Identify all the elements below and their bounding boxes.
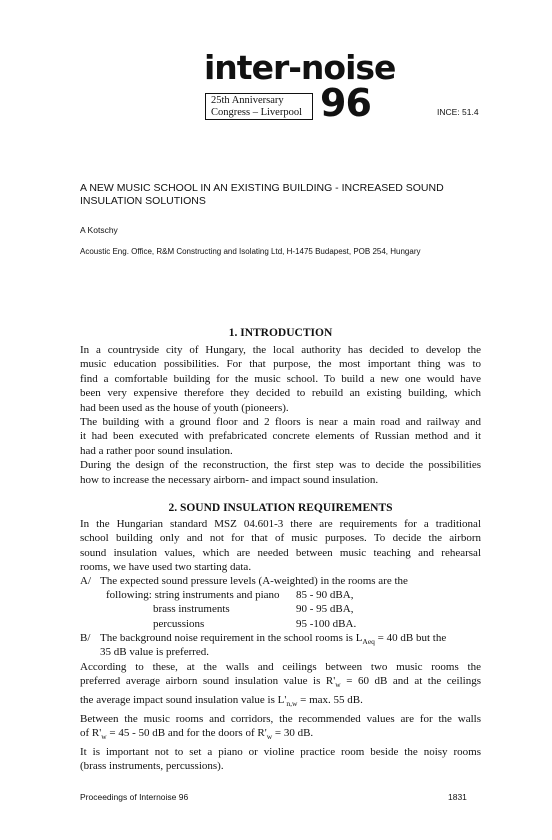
text-run: of R' — [80, 727, 102, 739]
paragraph — [80, 660, 481, 773]
level-name: brass instruments — [153, 603, 230, 615]
subscript: w — [335, 680, 341, 690]
text-line: it had been executed with prefabricated concrete elements of Russian method and it — [80, 430, 481, 443]
text-line: In a countryside city of Hungary, the local authority has decided to develop the — [80, 344, 481, 356]
footer-proceedings: Proceedings of Internoise 96 — [80, 792, 189, 802]
text-run: = max. 55 dB. — [297, 694, 363, 706]
logo-wordmark: inter-noise — [204, 48, 396, 87]
paragraph — [80, 343, 481, 487]
text-line: had a rather poor sound insulation. — [80, 444, 233, 457]
text-line: been very expensive therefore they decided to rebuild an existing building, which — [80, 387, 481, 400]
subscript: Aeq — [362, 637, 375, 647]
list-item-text: The expected sound pressure levels (A-weighted) in the rooms are the — [100, 575, 408, 587]
text-run: = 40 dB but the — [374, 632, 447, 644]
level-name: percussions — [153, 618, 205, 630]
page-number: 1831 — [448, 792, 467, 802]
text-run: preferred average airborn sound insulation value is R' — [80, 675, 336, 688]
author: A Kotschy — [80, 225, 118, 235]
text-line: According to these, at the walls and ceilings between two music rooms the — [80, 661, 481, 673]
text-line: school building only and not for that of music purposes. To decide the airborn — [80, 532, 481, 545]
text-run: The background noise requirement in the school rooms is L — [100, 632, 363, 644]
subscript: n,w — [286, 699, 298, 709]
level-value: 95 -100 dBA. — [296, 618, 357, 630]
list-marker: A/ — [80, 575, 91, 587]
logo-box-line1: 25th Anniversary — [211, 95, 284, 106]
text-line: It is important not to set a piano or violine practice room beside the noisy rooms — [80, 745, 481, 758]
logo-year: 96 — [320, 81, 371, 125]
level-value: 90 - 95 dBA, — [296, 603, 354, 615]
paper-title — [80, 182, 480, 208]
text-run: = 45 - 50 dB and for the doors of R' — [106, 727, 267, 739]
section-heading: 2. SOUND INSULATION REQUIREMENTS — [168, 502, 393, 514]
logo-box-line2: Congress – Liverpool — [211, 107, 302, 118]
title-line: INSULATION SOLUTIONS — [80, 195, 206, 207]
text-line: The building with a ground floor and 2 floors is near a main road and railway and — [80, 416, 481, 429]
list-item-text: following: string instruments and piano — [106, 589, 280, 601]
section-heading: 1. INTRODUCTION — [228, 327, 333, 339]
title-line: A NEW MUSIC SCHOOL IN AN EXISTING BUILDING - INCREASED SOUND — [80, 182, 444, 194]
text-line: During the design of the reconstruction, the first step was to decide the possibilities — [80, 459, 481, 472]
logo-anniversary-box — [205, 93, 313, 120]
text-line: music education possibilities. For that purpose, the most important thing was to — [80, 358, 481, 371]
text-line: sound insulation values, which are needed between music teaching and rehearsal — [80, 546, 481, 559]
list-marker: B/ — [80, 632, 91, 644]
text-line: had been used as the house of youth (pioneers). — [80, 401, 289, 414]
paragraph — [80, 517, 481, 575]
list-item-text: 35 dB value is preferred. — [100, 646, 210, 658]
text-line: find a comfortable building for the music school. To build a new one would have — [80, 372, 481, 385]
ince-code: INCE: 51.4 — [437, 107, 479, 117]
text-line: In the Hungarian standard MSZ 04.601-3 there are requirements for a traditional — [80, 518, 481, 530]
level-value: 85 - 90 dBA, — [296, 589, 354, 601]
affiliation: Acoustic Eng. Office, R&M Constructing and Isolating Ltd, H-1475 Budapest, POB 254, Hungary — [80, 247, 421, 256]
text-line: Between the music rooms and corridors, the recommended values are for the walls — [80, 712, 481, 725]
text-line — [80, 693, 481, 712]
subscript: w — [101, 732, 107, 742]
text-line: how to increase the necessary airborn- and impact sound insulation. — [80, 473, 379, 486]
text-line — [80, 726, 481, 745]
text-run: = 60 dB and at the ceilings — [340, 675, 481, 688]
text-run: the average impact sound insulation value is L' — [80, 694, 287, 706]
text-line: (brass instruments, percussions). — [80, 760, 224, 772]
subscript: w — [266, 732, 273, 742]
text-line: rooms, we have used two starting data. — [80, 561, 252, 574]
text-run: = 30 dB. — [272, 727, 314, 739]
text-line — [80, 674, 481, 693]
